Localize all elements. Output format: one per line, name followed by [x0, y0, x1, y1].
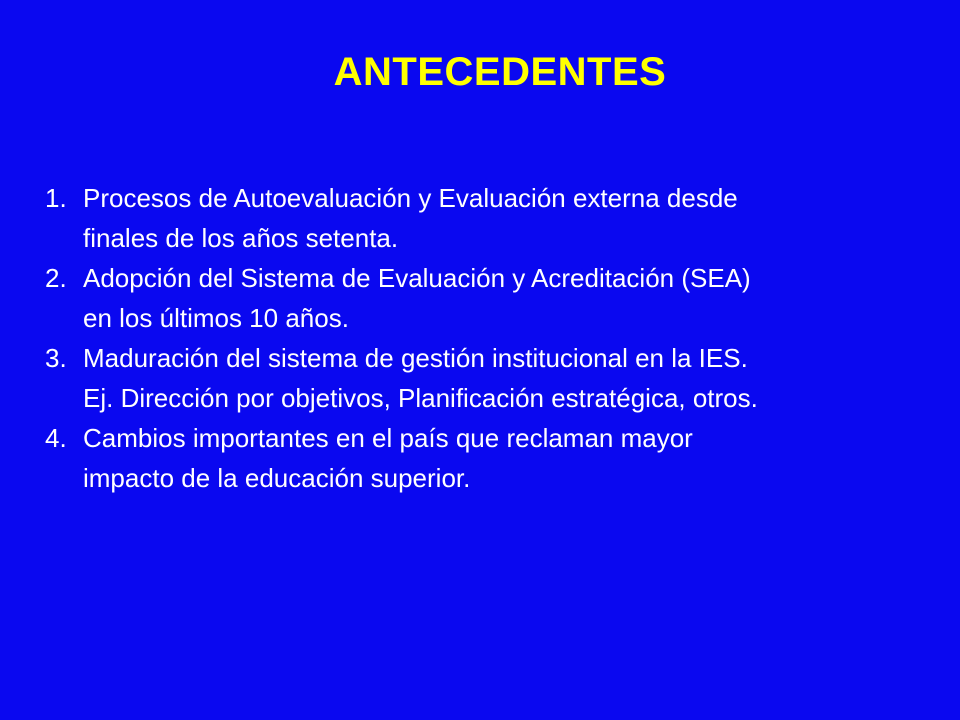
- list-item-line: impacto de la educación superior.: [83, 463, 471, 493]
- list-item-text: [83, 258, 925, 338]
- list-item-line: Ej. Dirección por objetivos, Planificación estratégica, otros.: [83, 383, 758, 413]
- list-item-line: Procesos de Autoevaluación y Evaluación externa desde: [83, 183, 738, 213]
- list-item-2: [45, 258, 925, 338]
- list-number: 4.: [45, 423, 67, 453]
- list-number: 3.: [45, 343, 67, 373]
- slide-title: ANTECEDENTES: [333, 50, 667, 94]
- list-item-1: [45, 178, 925, 258]
- list-number: 2.: [45, 263, 67, 293]
- list-item-line: Cambios importantes en el país que reclaman mayor: [83, 423, 693, 453]
- list-item-4: [45, 418, 925, 498]
- list-item-3: [45, 338, 925, 418]
- list-item-line: Adopción del Sistema de Evaluación y Acreditación (SEA): [83, 263, 751, 293]
- list-number: 1.: [45, 183, 67, 213]
- list-item-line: Maduración del sistema de gestión institucional en la IES.: [83, 343, 748, 373]
- list-item-text: [83, 418, 925, 498]
- list-item-line: finales de los años setenta.: [83, 223, 399, 253]
- antecedentes-list: [45, 178, 925, 498]
- list-item-text: [83, 338, 925, 418]
- list-item-line: en los últimos 10 años.: [83, 303, 349, 333]
- list-item-text: [83, 178, 925, 258]
